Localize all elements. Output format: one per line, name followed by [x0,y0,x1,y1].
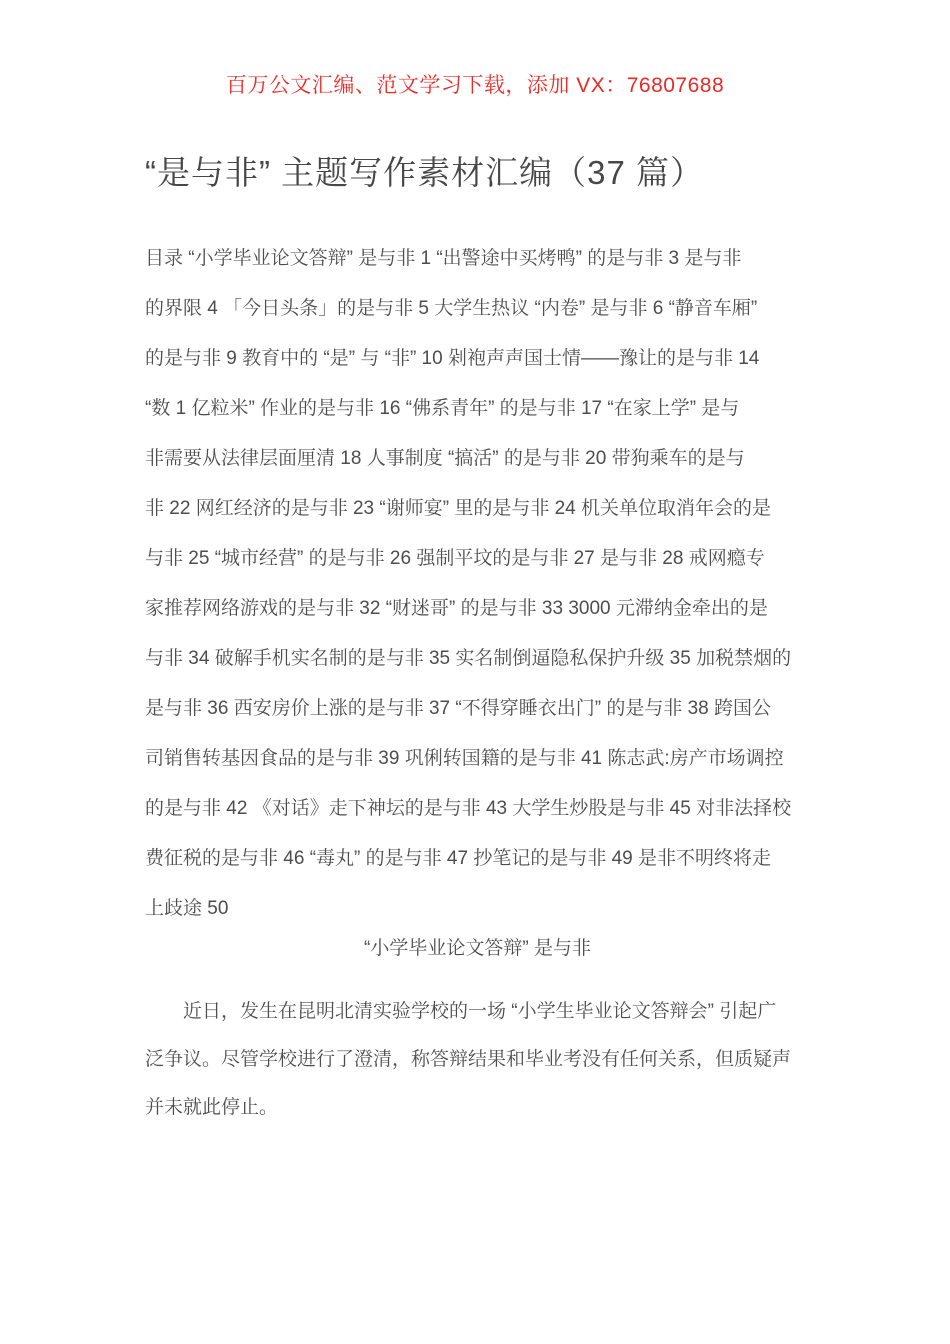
toc-line: 司销售转基因食品的是与非 39 巩俐转国籍的是与非 41 陈志武:房产市场调控 [145,748,784,769]
toc-line: 与非 25 “城市经营” 的是与非 26 强制平坟的是与非 27 是与非 28 戒网瘾专 [145,548,765,569]
toc-line: 与非 34 破解手机实名制的是与非 35 实名制倒逼隐私保护升级 35 加税禁烟的 [145,648,792,669]
toc-line: “数 1 亿粒米” 作业的是与非 16 “佛系青年” 的是与非 17 “在家上学” 是与 [145,398,740,419]
promo-banner: 百万公文汇编、范文学习下载，添加 VX：76807688 [225,74,725,97]
toc-line: 目录 “小学毕业论文答辩” 是与非 1 “出警途中买烤鸭” 的是与非 3 是与非 [145,248,742,269]
toc-line: 是与非 36 西安房价上涨的是与非 37 “不得穿睡衣出门” 的是与非 38 跨国公 [145,698,772,719]
toc-line: 的界限 4 「今日头条」的是与非 5 大学生热议 “内卷” 是与非 6 “静音车厢” [145,298,758,319]
toc-line: 非 22 网红经济的是与非 23 “谢师宴” 里的是与非 24 机关单位取消年会的是 [145,498,772,519]
toc-line: 家推荐网络游戏的是与非 32 “财迷哥” 的是与非 33 3000 元滞纳金牵出的是 [145,598,768,619]
paragraph-line: 近日，发生在昆明北清实验学校的一场 “小学生毕业论文答辩会” 引起广 [183,1001,777,1022]
table-of-contents [145,234,813,934]
document-title: “是与非” 主题写作素材汇编（37 篇） [145,154,705,191]
section-heading: “小学毕业论文答辩” 是与非 [364,938,591,959]
paragraph-line: 泛争议。尽管学校进行了澄清，称答辩结果和毕业考没有任何关系，但质疑声 [145,1049,792,1070]
toc-line: 的是与非 42 《对话》走下神坛的是与非 43 大学生炒股是与非 45 对非法择校 [145,798,792,819]
paragraph-line: 并未就此停止。 [145,1097,279,1118]
toc-line: 非需要从法律层面厘清 18 人事制度 “搞活” 的是与非 20 带狗乘车的是与 [145,448,745,469]
toc-line: 的是与非 9 教育中的 “是” 与 “非” 10 剁袍声声国士情——豫让的是与非 14 [145,348,760,369]
body-paragraph [145,988,817,1132]
toc-line: 费征税的是与非 46 “毒丸” 的是与非 47 抄笔记的是与非 49 是非不明终将走 [145,848,772,869]
toc-line: 上歧途 50 [145,898,229,919]
